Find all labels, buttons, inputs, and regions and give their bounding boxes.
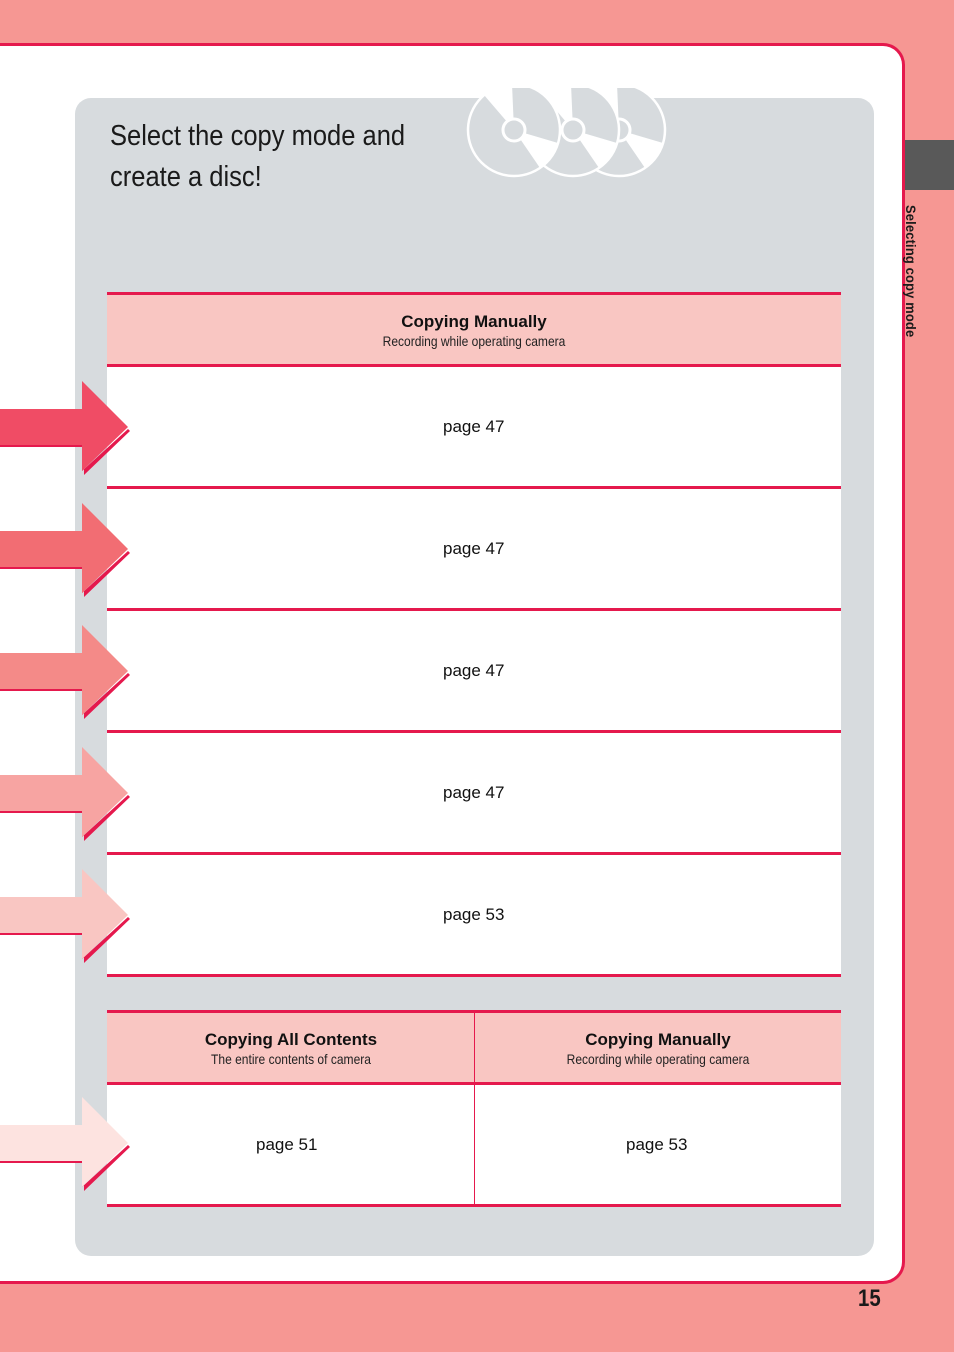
- arrow-icon: [0, 625, 130, 719]
- header-subtitle: The entire contents of camera: [211, 1051, 371, 1067]
- header-subtitle: Recording while operating camera: [566, 1051, 750, 1067]
- table-header: [107, 292, 841, 367]
- arrow-body: [0, 625, 128, 715]
- page-title-line-2: create a disc!: [110, 161, 262, 193]
- page-reference-link[interactable]: page 47: [443, 416, 505, 436]
- arrow-body: [0, 503, 128, 593]
- table-row: [107, 855, 841, 977]
- side-tab: [905, 140, 954, 190]
- arrow-body: [0, 381, 128, 471]
- arrow-icon: [0, 747, 130, 841]
- arrow-icon: [0, 503, 130, 597]
- side-tab-label: Selecting copy mode: [903, 205, 919, 338]
- table-row: [107, 611, 841, 733]
- arrow-icon: [0, 869, 130, 963]
- copy-mode-table-top: [107, 292, 841, 977]
- disc-icon: [468, 88, 560, 176]
- discs-illustration: [466, 88, 686, 183]
- arrow-icon: [0, 1097, 130, 1191]
- page-reference-link[interactable]: page 47: [443, 660, 505, 680]
- page-number: 15: [858, 1285, 881, 1312]
- arrow-icon: [0, 381, 130, 475]
- page-title: [110, 116, 427, 198]
- header-title: Copying Manually: [585, 1030, 731, 1049]
- page-reference-link[interactable]: page 53: [443, 904, 505, 924]
- header-title: Copying Manually: [401, 312, 547, 331]
- table-header-all-contents: [107, 1010, 475, 1085]
- header-subtitle: Recording while operating camera: [382, 333, 566, 349]
- page-reference-link[interactable]: page 53: [626, 1134, 688, 1154]
- arrow-body: [0, 1097, 128, 1187]
- table-row: [107, 489, 841, 611]
- table-header-manual: [475, 1010, 841, 1085]
- table-row: [107, 367, 841, 489]
- copy-mode-table-bottom: [107, 1010, 841, 1207]
- page-title-line-1: Select the copy mode and: [110, 120, 406, 152]
- table-row: [107, 733, 841, 855]
- page-reference-link[interactable]: page 47: [443, 782, 505, 802]
- arrow-body: [0, 869, 128, 959]
- page-reference-link[interactable]: page 47: [443, 538, 505, 558]
- arrow-body: [0, 747, 128, 837]
- column-divider: [474, 1010, 475, 1204]
- header-title: Copying All Contents: [204, 1030, 378, 1049]
- page-reference-link[interactable]: page 51: [256, 1134, 318, 1154]
